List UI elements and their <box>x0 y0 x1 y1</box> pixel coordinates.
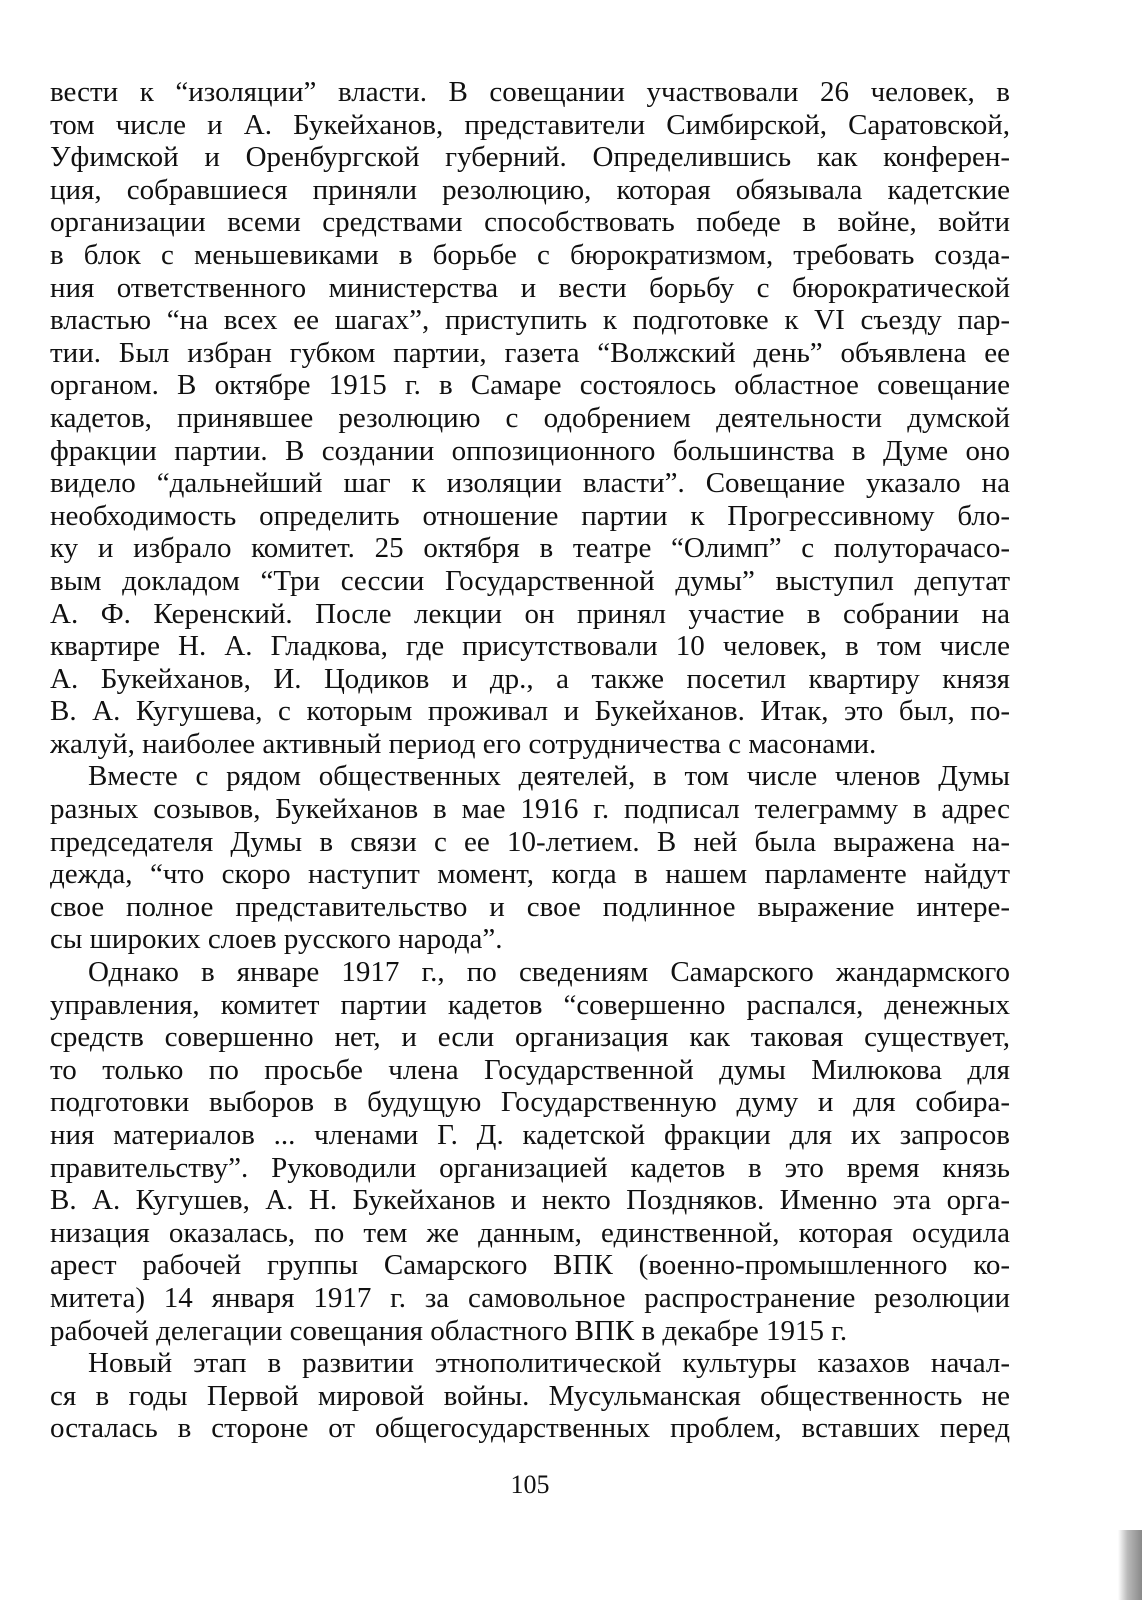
scan-edge-mark <box>1118 1530 1142 1600</box>
text-line: ся в годы Первой мировой войны. Мусульманская общественность не <box>50 1379 1010 1412</box>
text-line: властью “на всех ее шагах”, приступить к подготовке к VI съезду пар- <box>50 304 1010 337</box>
text-line: ния ответственного министерства и вести борьбу с бюрократической <box>50 271 1010 304</box>
text-line: тии. Был избран губком партии, газета “Волжский день” объявлена ее <box>50 336 1010 369</box>
text-line: арест рабочей группы Самарского ВПК (военно-промышленного ко- <box>50 1249 1010 1282</box>
text-line: рабочей делегации совещания областного ВПК в декабре 1915 г. <box>50 1314 848 1347</box>
text-line: свое полное представительство и свое подлинное выражение интере- <box>50 890 1010 923</box>
text-line: жалуй, наиболее активный период его сотрудничества с масонами. <box>50 727 877 760</box>
text-line: кадетов, принявшее резолюцию с одобрением деятельности думской <box>50 401 1010 434</box>
text-line: В. А. Кугушева, с которым проживал и Букейханов. Итак, это был, по- <box>50 695 1010 728</box>
paragraph-start-line: Вместе с рядом общественных деятелей, в том числе членов Думы <box>88 760 1010 793</box>
text-line: Уфимской и Оренбургской губерний. Определившись как конферен- <box>50 141 1010 174</box>
text-line: органом. В октябре 1915 г. в Самаре состоялось областное совещание <box>50 369 1010 402</box>
text-line: дежда, “что скоро наступит момент, когда в нашем парламенте найдут <box>50 858 1010 891</box>
text-line: ку и избрало комитет. 25 октября в театре “Олимп” с полуторачасо- <box>50 532 1010 565</box>
text-line: осталась в стороне от общегосударственных проблем, вставших перед <box>50 1412 1010 1445</box>
paragraph-start-line: Новый этап в развитии этнополитической культуры казахов начал- <box>88 1347 1010 1380</box>
text-line: фракции партии. В создании оппозиционного большинства в Думе оно <box>50 434 1010 467</box>
paragraph-start-line: Однако в январе 1917 г., по сведениям Самарского жандармского <box>88 956 1010 989</box>
page-number: 105 <box>510 1470 550 1499</box>
text-line: митета) 14 января 1917 г. за самовольное распространение резолюции <box>50 1281 1010 1314</box>
text-line: сы широких слоев русского народа”. <box>50 923 503 956</box>
text-line: то только по просьбе члена Государственной думы Милюкова для <box>50 1053 1010 1086</box>
text-line: вести к “изоляции” власти. В совещании участвовали 26 человек, в <box>50 76 1010 108</box>
body-text <box>50 76 1010 1445</box>
text-line: правительству”. Руководили организацией кадетов в это время князь <box>50 1151 1010 1184</box>
text-line: средств совершенно нет, и если организация как таковая существует, <box>50 1021 1010 1054</box>
text-line: низация оказалась, по тем же данным, единственной, которая осудила <box>50 1216 1010 1249</box>
text-line: том числе и А. Букейханов, представители Симбирской, Саратовской, <box>50 108 1010 141</box>
text-line: организации всеми средствами способствовать победе в войне, войти <box>50 206 1010 239</box>
text-line: А. Ф. Керенский. После лекции он принял участие в собрании на <box>50 597 1010 630</box>
text-line: ция, собравшиеся приняли резолюцию, которая обязывала кадетские <box>50 173 1010 206</box>
text-line: подготовки выборов в будущую Государственную думу и для собира- <box>50 1086 1010 1119</box>
text-line: председателя Думы в связи с ее 10-летием. В ней была выражена на- <box>50 825 1010 858</box>
text-line: необходимость определить отношение партии к Прогрессивному бло- <box>50 499 1010 532</box>
text-line: видело “дальнейший шаг к изоляции власти”. Совещание указало на <box>50 467 1010 500</box>
text-line: А. Букейханов, И. Цодиков и др., а также посетил квартиру князя <box>50 662 1010 695</box>
text-line: в блок с меньшевиками в борьбе с бюрократизмом, требовать созда- <box>50 238 1010 271</box>
text-line: В. А. Кугушев, А. Н. Букейханов и некто Поздняков. Именно эта орга- <box>50 1184 1010 1217</box>
text-line: управления, комитет партии кадетов “совершенно распался, денежных <box>50 988 1010 1021</box>
text-line: вым докладом “Три сессии Государственной думы” выступил депутат <box>50 564 1010 597</box>
text-line: разных созывов, Букейханов в мае 1916 г. подписал телеграмму в адрес <box>50 793 1010 826</box>
text-line: ния материалов ... членами Г. Д. кадетской фракции для их запросов <box>50 1119 1010 1151</box>
text-line: квартире Н. А. Гладкова, где присутствовали 10 человек, в том числе <box>50 630 1010 663</box>
